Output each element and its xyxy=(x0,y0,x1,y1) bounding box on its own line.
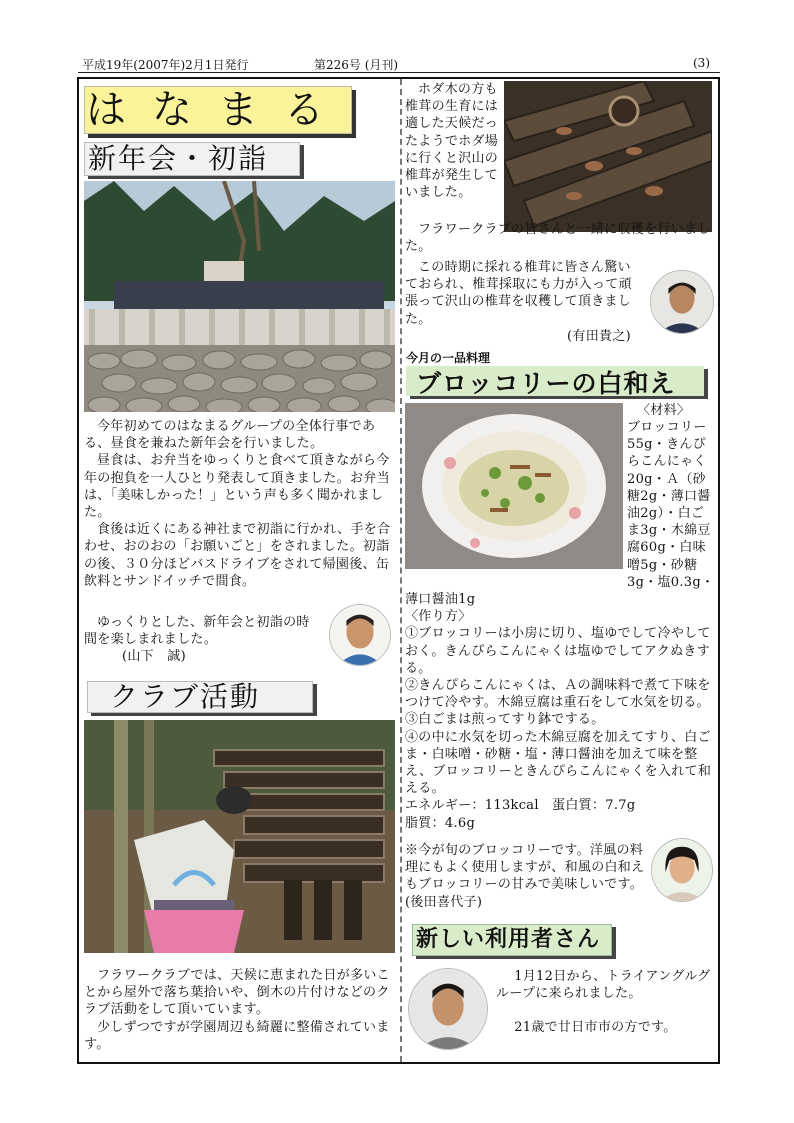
newyear-author: (山下 誠) xyxy=(122,649,186,665)
shiitake-paragraph-2: フラワークラブの皆さんと一緒に収穫を行いました。 xyxy=(405,222,711,255)
shrine-group-photo xyxy=(84,181,395,412)
nutrition-line-1: エネルギー：113kcal 蛋白質：7.7g xyxy=(405,798,636,814)
ushiroda-avatar xyxy=(651,838,713,902)
method-heading: 〈作り方〉 xyxy=(405,609,472,625)
shiitake-article-top xyxy=(405,81,501,201)
dish-photo-float-space xyxy=(405,419,627,575)
new-user-heading: 新しい利用者さん xyxy=(416,927,601,952)
nutrition-line-2: 脂質：4.6g xyxy=(405,815,476,831)
club-article xyxy=(84,967,394,1053)
arita-avatar xyxy=(650,270,714,334)
newyear-article xyxy=(84,418,394,590)
shiitake-article-end xyxy=(405,259,643,345)
shiitake-article-bottom xyxy=(405,221,715,255)
method-step-3: ③白ごまは煎ってすり鉢でする。 xyxy=(405,712,605,728)
page-number: (3) xyxy=(693,56,710,70)
newyear-paragraph-2: 昼食は、お弁当をゆっくりと食べて頂きながら今年の抱負を一人ひとり発表して頂きました。お弁当は、「美味しかった！」という声も多く聞かれました。 xyxy=(84,453,390,521)
new-user-avatar xyxy=(408,968,488,1050)
method-step-4: ④の中に水気を切った木綿豆腐を加えてすり、白ごま・白味噌・砂糖・塩・薄口醤油を加えて味を整え、ブロッコリーときんぴらこんにゃくを入れて和える。 xyxy=(405,729,712,797)
recipe-note xyxy=(405,842,645,911)
ingredients-list: ブロッコリー55g・きんぴらこんにゃく20g・Ａ（砂糖2g・薄口醤油2g）・白ごま3g・木綿豆腐60g・白味噌5g・砂糖3g・塩0.3g・薄口醤油1g xyxy=(405,420,715,608)
newyear-paragraph-1: 今年初めてのはなまるグループの全体行事である、昼食を兼ねた新年会を行いました。 xyxy=(84,419,376,452)
newyear-paragraph-3: 食後は近くにある神社まで初詣に行かれ、手を合わせ、おのおの「お願いごと」をされました。初詣の後、３０分ほどバスドライブをされて帰園後、缶飲料とサンドイッチで間食。 xyxy=(84,522,391,589)
method-step-2: ②きんぴらこんにゃくは、Ａの調味料で煮て下味をつけて冷やす。木綿豆腐は重石をして水気を切る。 xyxy=(405,678,711,711)
shiitake-paragraph-1: ホダ木の方も椎茸の生育には適した天候だったようでホダ場に行くと沢山の椎茸が発生していました。 xyxy=(405,82,499,201)
recipe-label: 今月の一品料理 xyxy=(406,351,491,365)
issue-number: 第226号 (月刊) xyxy=(314,58,399,72)
recipe-note-text xyxy=(405,842,645,911)
club-paragraph-1: フラワークラブでは、天候に恵まれた日が多いことから屋外で落ち葉拾いや、倒木の片付けなどのクラブ活動をして頂いています。 xyxy=(84,968,390,1018)
yamashita-avatar xyxy=(329,604,391,666)
new-user-line-2: 21歳で廿日市市の方です。 xyxy=(514,1020,677,1036)
new-user-line-1: 1月12日から、トライアングルグループに来られました。 xyxy=(496,969,711,1002)
newyear-paragraph-4: ゆっくりとした、新年会と初詣の時間を楽しまれました。 xyxy=(84,615,310,648)
newsletter-title: はなまる xyxy=(86,87,350,133)
ingredients-text-wrap xyxy=(405,419,717,832)
issue-date: 平成19年(2007年)2月1日発行 xyxy=(82,58,249,72)
shiitake-paragraph-3: この時期に採れる椎茸に皆さん驚いておられ、椎茸採取にも力が入って頑張って沢山の椎茸を収穫して頂きました。 xyxy=(405,260,632,327)
ingredients-heading: 〈材料〉 xyxy=(637,403,691,418)
shiitake-author: (有田貴之) xyxy=(567,328,631,344)
section-heading-club: クラブ活動 xyxy=(110,680,261,713)
club-paragraph-2: 少しずつですが学園周辺も綺麗に整備されています。 xyxy=(84,1019,390,1052)
new-user-text xyxy=(496,968,714,1037)
shiitake-logs-photo xyxy=(504,81,712,232)
note-author: (後田喜代子) xyxy=(405,894,483,910)
section-heading-newyear: 新年会・初詣 xyxy=(88,142,269,175)
note-text: ※今が旬のブロッコリーです。洋風の料理にもよく使用しますが、和風の白和えもブロッコリーの甘みで美味しいです。 xyxy=(405,843,645,893)
recipe-title: ブロッコリーの白和え xyxy=(416,369,676,398)
method-step-1: ①ブロッコリーは小房に切り、塩ゆでして冷やしておく。きんぴらこんにゃくは塩ゆでしてアクぬきする。 xyxy=(405,626,711,676)
newyear-closing xyxy=(84,614,322,666)
header-rule xyxy=(78,72,720,73)
club-activity-photo xyxy=(84,720,395,953)
column-divider xyxy=(400,79,402,1062)
ingredients-box xyxy=(629,402,717,419)
